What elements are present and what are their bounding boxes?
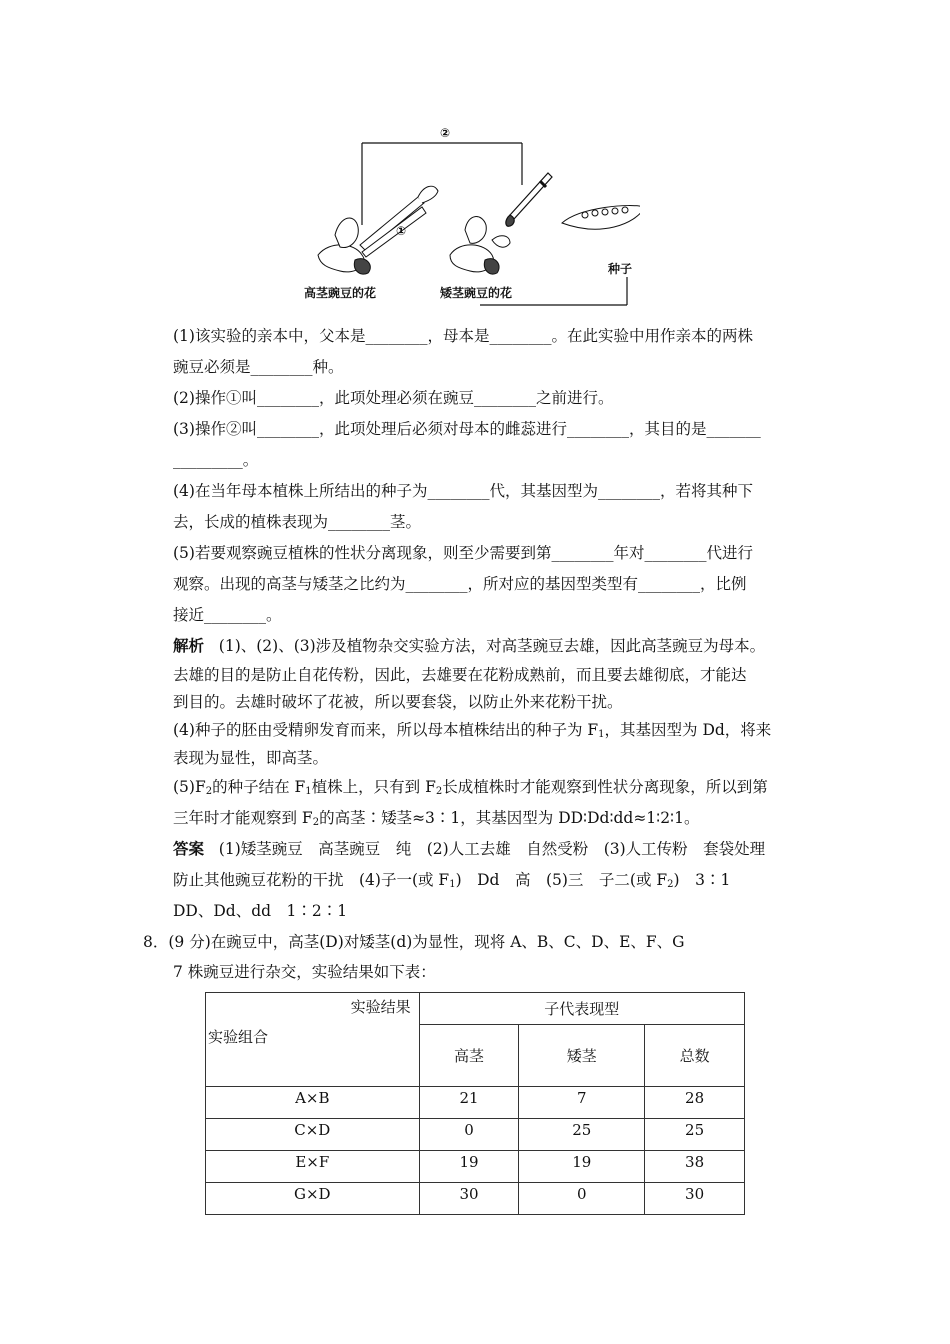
results-table bbox=[205, 992, 745, 1215]
header-group: 实验组合 bbox=[208, 1028, 269, 1046]
cell-cross: C×D bbox=[206, 1119, 420, 1151]
analysis-line6: $(5)F_2$的种子结在 $F_1$植株上，只有到 $F_2$长成植株时才能观察到性状分离现象，所以到第 bbox=[173, 778, 768, 797]
q8-line2: 7 株豌豆进行杂交，实验结果如下表： bbox=[173, 963, 436, 981]
tall-flower-icon bbox=[318, 186, 438, 274]
analysis-text-1: (1)、(2)、(3)涉及植物杂交实验方法，对高茎豌豆去雄，因此高茎豌豆为母本。 bbox=[218, 637, 766, 655]
q2-line: (2)操作①叫________，此项处理必须在豌豆________之前进行。 bbox=[173, 389, 614, 407]
table-row bbox=[206, 1119, 745, 1151]
answer-line1 bbox=[173, 839, 765, 859]
q3-line2: _________。 bbox=[173, 451, 259, 469]
col-short: 矮茎 bbox=[519, 1025, 645, 1087]
cell-total: 28 bbox=[645, 1087, 745, 1119]
cell-short: 7 bbox=[519, 1087, 645, 1119]
answer-label: 答案 bbox=[173, 840, 205, 858]
answer-text-1: (1)矮茎豌豆 高茎豌豆 纯 (2)人工去雄 自然受粉 (3)人工传粉 套袋处理 bbox=[218, 840, 766, 858]
analysis-label: 解析 bbox=[173, 637, 205, 655]
seed-label: 种子 bbox=[608, 262, 633, 276]
cell-short: 0 bbox=[519, 1183, 645, 1215]
q1-line2: 豌豆必须是________种。 bbox=[173, 358, 344, 376]
analysis-line7: 三年时才能观察到 $F_2$的高茎∶矮茎≈3∶1，其基因型为 DD∶Dd∶dd≈1∶2∶1。 bbox=[173, 809, 700, 828]
brush-icon bbox=[506, 173, 552, 226]
seed-pod-icon bbox=[562, 206, 640, 230]
cell-total: 30 bbox=[645, 1183, 745, 1215]
header-offspring: 子代表现型 bbox=[419, 993, 744, 1025]
answer-line2: 防止其他豌豆花粉的干扰 (4)子一(或 $F_1$) Dd 高 (5)三 子二(或 $F_2$) 3∶1 bbox=[173, 871, 731, 890]
q5-line2: 观察。出现的高茎与矮茎之比约为________，所对应的基因型类型有________，比例 bbox=[173, 575, 747, 593]
analysis-line1 bbox=[173, 636, 765, 656]
answer-line3: DD、Dd、dd 1∶2∶1 bbox=[173, 902, 348, 920]
cell-cross: A×B bbox=[206, 1087, 420, 1119]
diagram-svg bbox=[300, 115, 640, 315]
short-flower-label: 矮茎豌豆的花 bbox=[440, 286, 513, 300]
cell-short: 19 bbox=[519, 1151, 645, 1183]
cell-total: 25 bbox=[645, 1119, 745, 1151]
q1-line1: (1)该实验的亲本中，父本是________，母本是________。在此实验中用作亲本的两株 bbox=[173, 327, 753, 345]
q3-line1: (3)操作②叫________，此项处理后必须对母本的雌蕊进行________，其目的是_______ bbox=[173, 420, 761, 438]
q8-line1: 8．(9 分)在豌豆中，高茎(D)对矮茎(d)为显性，现将 A、B、C、D、E、F、G bbox=[143, 933, 685, 951]
cell-short: 25 bbox=[519, 1119, 645, 1151]
tall-flower-label: 高茎豌豆的花 bbox=[304, 286, 377, 300]
cell-tall: 30 bbox=[419, 1183, 519, 1215]
q4-line1: (4)在当年母本植株上所结出的种子为________代，其基因型为________，若将其种下 bbox=[173, 482, 753, 500]
cell-tall: 0 bbox=[419, 1119, 519, 1151]
step2-label: ② bbox=[440, 126, 451, 140]
cell-cross: E×F bbox=[206, 1151, 420, 1183]
cell-tall: 19 bbox=[419, 1151, 519, 1183]
cell-total: 38 bbox=[645, 1151, 745, 1183]
col-tall: 高茎 bbox=[419, 1025, 519, 1087]
analysis-line4: (4)种子的胚由受精卵发育而来，所以母本植株结出的种子为 $F_1$，其基因型为 Dd，将来 bbox=[173, 721, 772, 740]
q5-line1: (5)若要观察豌豆植株的性状分离现象，则至少需要到第________年对________代进行 bbox=[173, 544, 753, 562]
table-row bbox=[206, 1087, 745, 1119]
analysis-line5: 表现为显性，即高茎。 bbox=[173, 749, 329, 767]
table-row bbox=[206, 1183, 745, 1215]
header-results: 实验结果 bbox=[350, 998, 411, 1016]
short-flower-icon bbox=[450, 217, 510, 275]
analysis-line2: 去雄的目的是防止自花传粉，因此，去雄要在花粉成熟前，而且要去雄彻底，才能达 bbox=[173, 666, 747, 684]
q4-line2: 去，长成的植株表现为________茎。 bbox=[173, 513, 422, 531]
step1-label: ① bbox=[396, 224, 407, 238]
cell-tall: 21 bbox=[419, 1087, 519, 1119]
q5-line3: 接近________。 bbox=[173, 606, 282, 624]
header-corner-cell bbox=[206, 993, 420, 1087]
analysis-line3: 到目的。去雄时破坏了花被，所以要套袋，以防止外来花粉干扰。 bbox=[173, 693, 623, 711]
table-row bbox=[206, 1151, 745, 1183]
cell-cross: G×D bbox=[206, 1183, 420, 1215]
pea-cross-diagram bbox=[300, 115, 640, 315]
col-total: 总数 bbox=[645, 1025, 745, 1087]
